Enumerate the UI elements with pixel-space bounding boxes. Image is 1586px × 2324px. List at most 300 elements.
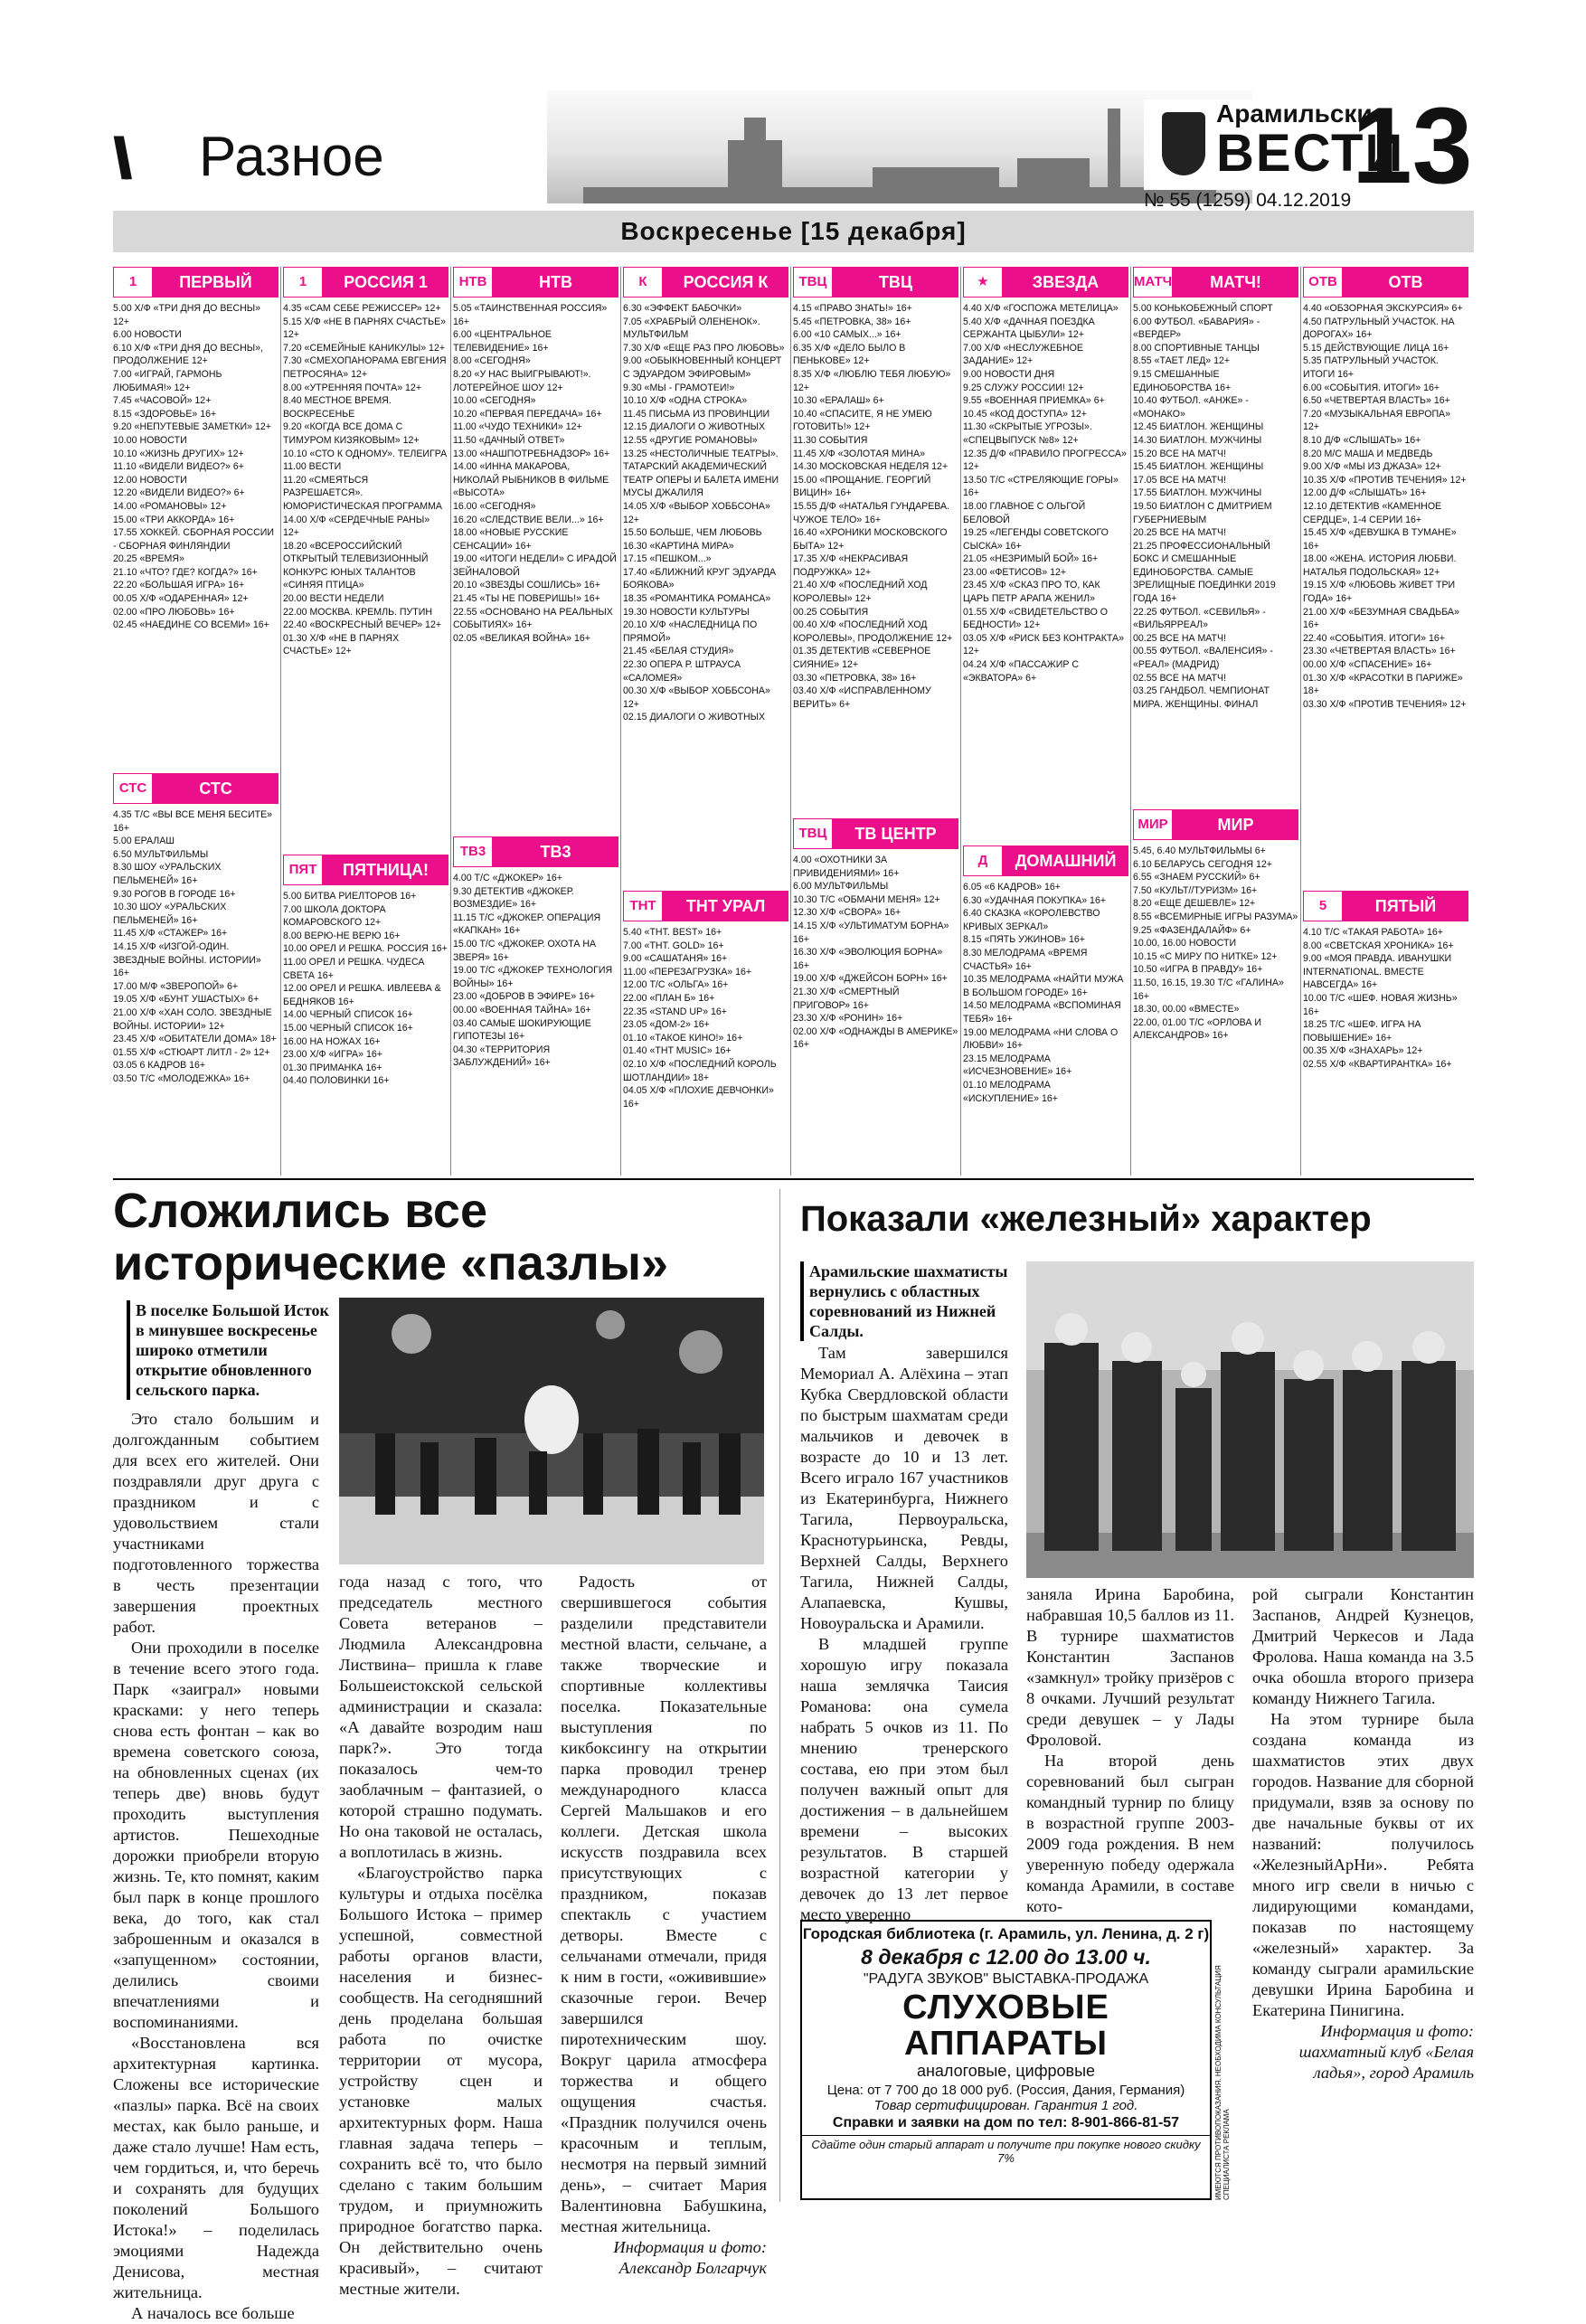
program-entry: 10.40 «СПАСИТЕ, Я НЕ УМЕЮ ГОТОВИТЬ!» 12+ [793, 408, 932, 433]
tv-channel-block [1303, 267, 1468, 711]
program-entry: 4.40 Х/Ф «ГОСПОЖА МЕТЕЛИЦА» [963, 303, 1119, 314]
channel-header [1133, 809, 1298, 840]
column-rule [620, 267, 621, 1176]
channel-logo-icon: ТВЦ [793, 267, 833, 298]
channel-name: СТС [199, 779, 232, 798]
program-entry: 6.00 НОВОСТИ [113, 329, 182, 341]
program-entry: 18.35 «РОМАНТИКА РОМАНСА» [623, 593, 771, 605]
program-entry: 22.40 «ВОСКРЕСНЫЙ ВЕЧЕР» 12+ [283, 619, 442, 631]
program-entry: 23.30 Х/Ф «РОНИН» 16+ [793, 1013, 903, 1025]
program-entry: 20.25 «ВРЕМЯ» [113, 553, 184, 565]
program-entry: 10.00 «СЕГОДНЯ» [453, 395, 536, 407]
program-entry: 8.20 «У НАС ВЫИГРЫВАЮТ!». ЛОТЕРЕЙНОЕ ШОУ 12+ [453, 368, 591, 393]
channel-header [793, 818, 958, 849]
article1-title: Сложились все исторические «пазлы» [113, 1184, 669, 1290]
program-entry: 11.15 Т/С «ДЖОКЕР. ОПЕРАЦИЯ «КАПКАН» 16+ [453, 912, 601, 937]
program-entry: 19.00 Т/С «ДЖОКЕР ТЕХНОЛОГИЯ ВОЙНЫ» 16+ [453, 965, 613, 989]
program-entry: 19.30 НОВОСТИ КУЛЬТУРЫ [623, 606, 750, 618]
program-entry: 15.50 БОЛЬШЕ, ЧЕМ ЛЮБОВЬ [623, 527, 762, 539]
program-entry: 8.30 МЕЛОДРАМА «ВРЕМЯ СЧАСТЬЯ» 16+ [963, 947, 1088, 972]
tv-channel-block [623, 891, 788, 1110]
program-entry: 15.45 Х/Ф «ДЕВУШКА В ТУМАНЕ» 16+ [1303, 527, 1457, 552]
program-entry: 11.00 «ПЕРЕЗАГРУЗКА» 16+ [623, 966, 752, 978]
program-entry: 01.30 Х/Ф «КРАСОТКИ В ПАРИЖЕ» 18+ [1303, 672, 1463, 697]
channel-name: МИР [1217, 815, 1254, 834]
program-entry: 04.05 Х/Ф «ПЛОХИЕ ДЕВЧОНКИ» 16+ [623, 1085, 774, 1110]
program-entry: 18.30, 00.00 «ВМЕСТЕ» [1133, 1004, 1240, 1016]
page-header [113, 85, 1474, 217]
program-entry: 12.45 БИАТЛОН. ЖЕНЩИНЫ [1133, 421, 1264, 433]
channel-header [1303, 891, 1468, 921]
program-entry: 13.50 Т/С «СТРЕЛЯЮЩИЕ ГОРЫ» 16+ [963, 474, 1119, 499]
program-entry: 18.20 «ВСЕРОССИЙСКИЙ ОТКРЫТЫЙ ТЕЛЕВИЗИОННЫЙ КОНКУРС ЮНЫХ ТАЛАНТОВ «СИНЯЯ ПТИЦА» [283, 540, 429, 591]
program-entry: 6.00 «СОБЫТИЯ. ИТОГИ» 16+ [1303, 382, 1440, 393]
article1-photo [339, 1298, 764, 1564]
program-entry: 6.50 «ЧЕТВЕРТАЯ ВЛАСТЬ» 16+ [1303, 395, 1450, 407]
article2-column2 [1026, 1584, 1234, 1917]
channel-header [453, 267, 618, 298]
program-entry: 21.00 Х/Ф «ХАН СОЛО. ЗВЕЗДНЫЕ ВОЙНЫ. ИСТОРИИ» 12+ [113, 1006, 272, 1032]
program-entry: 15.45 БИАТЛОН. ЖЕНЩИНЫ [1133, 461, 1264, 473]
channel-name: ДОМАШНИЙ [1015, 851, 1117, 870]
ad-brand: "РАДУГА ЗВУКОВ" ВЫСТАВКА-ПРОДАЖА [863, 1971, 1149, 1987]
program-entry: 7.00 «ИГРАЙ, ГАРМОНЬ ЛЮБИМАЯ!» 12+ [113, 368, 222, 393]
column-rule [960, 267, 961, 1176]
program-entry: 7.30 Х/Ф «ЕЩЕ РАЗ ПРО ЛЮБОВЬ» [623, 342, 785, 354]
ad-phone: Справки и заявки на дом по тел: 8-901-866-81-57 [832, 2115, 1180, 2130]
program-entry: 8.15 «ПЯТЬ УЖИНОВ» 16+ [963, 934, 1085, 946]
program-entry: 7.00 Х/Ф «НЕСЛУЖЕБНОЕ ЗАДАНИЕ» 12+ [963, 342, 1083, 367]
program-entry: 10.00 ОРЕЛ И РЕШКА. РОССИЯ 16+ [283, 943, 448, 955]
ad-library: Городская библиотека (г. Арамиль, ул. Ленина, д. 2 г) [802, 1925, 1210, 1942]
program-entry: 11.20 «СМЕЯТЬСЯ РАЗРЕШАЕТСЯ». ЮМОРИСТИЧЕСКАЯ ПРОГРАММА [283, 474, 443, 512]
program-entry: 6.00 «10 САМЫХ...» 16+ [793, 329, 902, 341]
program-entry: 11.00 ОРЕЛ И РЕШКА. ЧУДЕСА СВЕТА 16+ [283, 956, 425, 981]
program-entry: 8.00 ВЕРЮ-НЕ ВЕРЮ 16+ [283, 930, 401, 941]
program-entry: 9.00 Х/Ф «МЫ ИЗ ДЖАЗА» 12+ [1303, 461, 1441, 473]
program-entry: 20.10 Х/Ф «НАСЛЕДНИЦА ПО ПРЯМОЙ» [623, 619, 758, 644]
channel-name: ОТВ [1388, 272, 1423, 291]
program-entry: 19.00 «ИТОГИ НЕДЕЛИ» С ИРАДОЙ ЗЕЙНАЛОВОЙ [453, 553, 617, 578]
program-entry: 4.10 Т/С «ТАКАЯ РАБОТА» 16+ [1303, 927, 1443, 938]
program-entry: 4.00 Т/С «ДЖОКЕР» 16+ [453, 873, 562, 883]
channel-logo-icon: ПЯТ [283, 855, 323, 885]
program-entry: 9.00 «ОБЫКНОВЕННЫЙ КОНЦЕРТ С ЭДУАРДОМ ЭФИРОВЫМ» [623, 355, 782, 380]
program-entry: 04.30 «ТЕРРИТОРИЯ ЗАБЛУЖДЕНИЙ» 16+ [453, 1044, 551, 1069]
program-entry: 6.50 МУЛЬТФИЛЬМЫ [113, 848, 209, 860]
program-entry: 23.00 «ДОБРОВ В ЭФИРЕ» 16+ [453, 991, 596, 1003]
program-entry: 14.50 МЕЛОДРАМА «ВСПОМИНАЯ ТЕБЯ» 16+ [963, 1000, 1121, 1025]
program-entry: 6.30 «ЭФФЕКТ БАБОЧКИ» [623, 303, 742, 314]
program-entry: 8.00 «СЕГОДНЯ» [453, 355, 531, 367]
channel-logo-icon: ТНТ [623, 891, 663, 921]
program-entry: 01.55 Х/Ф «СТЮАРТ ЛИТЛ - 2» 12+ [113, 1046, 270, 1058]
paragraph: В младшей группе хорошую игру показала наша землячка Таисия Романова: она сумела набрать 5 очков из 11. По мнению тренерского состава, ею при этом был получен важный опыт для достижения – в дальнейшем времени – высоких результатов. В старшей возрастной категории у девочек до 13 лет первое место уверенно [800, 1635, 1008, 1923]
program-entry: 10.00 Т/С «ШЕФ. НОВАЯ ЖИЗНЬ» 16+ [1303, 992, 1458, 1017]
program-entry: 23.00 «ФЕТИСОВ» 12+ [963, 566, 1067, 578]
photo-credit-label: Информация и фото: [613, 2238, 767, 2256]
tv-channel-block [793, 267, 958, 711]
paragraph: заняла Ирина Баробина, набравшая 10,5 баллов из 11. В турнире шахматистов Константин Заспанов «замкнул» тройку призёров с 8 очками. Лучший результат среди девушек – у Лады Фроловой. [1026, 1585, 1234, 1749]
program-entry: 21.10 «ЧТО? ГДЕ? КОГДА?» 16+ [113, 566, 258, 578]
program-entry: 15.00 «ПРОЩАНИЕ. ГЕОРГИЙ ВИЦИН» 16+ [793, 474, 931, 499]
program-entry: 6.00 «ЦЕНТРАЛЬНОЕ ТЕЛЕВИДЕНИЕ» 16+ [453, 329, 552, 354]
program-entry: 6.10 Х/Ф «ТРИ ДНЯ ДО ВЕСНЫ», ПРОДОЛЖЕНИЕ 12+ [113, 342, 263, 367]
channel-name: ПЕРВЫЙ [179, 272, 252, 291]
program-entry: 6.00 МУЛЬТФИЛЬМЫ [793, 881, 889, 893]
program-entry: 02.10 Х/Ф «ПОСЛЕДНИЙ КОРОЛЬ ШОТЛАНДИИ» 18+ [623, 1058, 777, 1083]
program-entry: 15.20 ВСЕ НА МАТЧ! [1133, 448, 1227, 459]
channel-header [963, 846, 1128, 876]
program-entry: 16.00 «СЕГОДНЯ» [453, 500, 536, 512]
photo-credit-author: Александр Болгарчук [618, 2259, 767, 2277]
program-entry: 8.15 «ЗДОРОВЬЕ» 16+ [113, 408, 217, 420]
program-entry: 19.25 «ЛЕГЕНДЫ СОВЕТСКОГО СЫСКА» 16+ [963, 527, 1109, 552]
channel-header [453, 836, 618, 867]
tv-channel-block [113, 267, 278, 632]
program-entry: 17.35 Х/Ф «НЕКРАСИВАЯ ПОДРУЖКА» 12+ [793, 553, 909, 578]
program-entry: 5.00 ЕРАЛАШ [113, 836, 175, 847]
channel-logo-icon: 1 [113, 267, 153, 298]
program-entry: 5.40 Х/Ф «ДАЧНАЯ ПОЕЗДКА СЕРЖАНТА ЦЫБУЛИ» 12+ [963, 316, 1095, 341]
channel-name: ПЯТНИЦА! [343, 860, 429, 879]
channel-header [283, 267, 448, 298]
program-entry: 9.25 СЛУЖУ РОССИИ! 12+ [963, 382, 1084, 393]
program-entry: 5.15 Х/Ф «НЕ В ПАРНЯХ СЧАСТЬЕ» 12+ [283, 316, 447, 341]
program-entry: 11.00 «ЧУДО ТЕХНИКИ» 12+ [453, 421, 582, 433]
page-number: 13 [1352, 85, 1473, 206]
paragraph: Они проходили в поселке в течение всего этого года. Парк «заиграл» новыми красками: у него теперь снова есть фонтан – как во времена советского союза, на обновленных сценах (их теперь две) вновь будут проходить выступления артистов. Пешеходные дорожки приобрели вторую жизнь. Те, кто помнят, каким был парк в конце прошлого века, до того, как стал заброшенным и оказался в «запущенном» состоянии, делились своими впечатлениями и воспоминаниями. [113, 1639, 319, 2031]
article2-photo [1026, 1261, 1474, 1578]
ad-subtitle: аналоговые, цифровые [916, 2062, 1096, 2080]
column-rule [790, 267, 791, 1176]
program-entry: 01.35 ДЕТЕКТИВ «СЕВЕРНОЕ СИЯНИЕ» 12+ [793, 646, 931, 671]
paragraph: Радость от свершившегося события разделили представители местной власти, сельчане, а также творческие и спортивные коллективы поселка. Показательные выступления по кикбоксингу на открытии парка проводил тренер международного класса Сергей Мальшаков и его коллеги. Детская школа искусств поздравила всех присутствующих с праздником, показав спектакль с участием детворы. Вместе с сельчанами отмечали, придя к ним в гости, «оживившие» сказочные герои. Вечер завершился пиротехническим шоу. Вокруг царила атмосфера торжества и общего ощущения счастья. «Праздник получился очень красочным и теплым, несмотря на первый зимний день», – считает Мария Валентиновна Бабушкина, местная жительница. [561, 1573, 767, 2235]
program-entry: 4.35 «САМ СЕБЕ РЕЖИССЕР» 12+ [283, 303, 441, 314]
channel-header [963, 267, 1128, 298]
program-entry: 10.00 НОВОСТИ [113, 434, 187, 446]
program-entry: 00.25 СОБЫТИЯ [793, 606, 869, 618]
program-entry: 02.15 ДИАЛОГИ О ЖИВОТНЫХ [623, 712, 766, 723]
article2-lead: Арамильские шахматисты вернулись с областных соревнований из Нижней Салды. [800, 1261, 1017, 1341]
channel-name: ТНТ УРАЛ [685, 896, 766, 915]
article1-column3 [561, 1572, 767, 2279]
program-entry: 00.05 Х/Ф «ОДАРЕННАЯ» 12+ [113, 593, 249, 605]
channel-name: ТВ ЦЕНТР [854, 824, 937, 843]
section-slash-icon: \\ [113, 126, 120, 191]
program-entry: 10.20 «ПЕРВАЯ ПЕРЕДАЧА» 16+ [453, 408, 602, 420]
program-entry: 17.55 ХОККЕЙ. СБОРНАЯ РОССИИ - СБОРНАЯ ФИНЛЯНДИИ [113, 527, 275, 552]
program-entry: 9.20 «НЕПУТЕВЫЕ ЗАМЕТКИ» 12+ [113, 421, 271, 433]
park-celebration-photo [339, 1298, 764, 1564]
article1-lead: В поселке Большой Исток в минувшее воскресенье широко отметили открытие обновленного сельского парка. [127, 1300, 339, 1400]
program-entry: 22.40 «СОБЫТИЯ. ИТОГИ» 16+ [1303, 632, 1445, 644]
column-rule [450, 267, 451, 1176]
program-entry: 14.30 БИАТЛОН. МУЖЧИНЫ [1133, 434, 1262, 446]
program-entry: 00.55 ФУТБОЛ. «ВАЛЕНСИЯ» - «РЕАЛ» (МАДРИД) [1133, 646, 1273, 671]
program-entry: 5.15 ДЕЙСТВУЮЩИЕ ЛИЦА 16+ [1303, 342, 1449, 354]
program-entry: 11.45 Х/Ф «СТАЖЕР» 16+ [113, 928, 228, 940]
program-entry: 8.20 М/С МАША И МЕДВЕДЬ [1303, 448, 1433, 459]
article1-column1 [113, 1409, 319, 2324]
program-entry: 11.30 СОБЫТИЯ [793, 434, 868, 446]
program-entry: 11.45 ПИСЬМА ИЗ ПРОВИНЦИИ [623, 408, 770, 420]
program-entry: 7.05 «ХРАБРЫЙ ОЛЕНЕНОК». МУЛЬТФИЛЬМ [623, 316, 760, 341]
channel-name: РОССИЯ К [683, 272, 769, 291]
program-entry: 12.00 ОРЕЛ И РЕШКА. ИВЛЕЕВА & БЕДНЯКОВ 16+ [283, 983, 441, 1007]
program-entry: 02.55 Х/Ф «КВАРТИРАНТКА» 16+ [1303, 1058, 1452, 1070]
program-entry: 6.40 СКАЗКА «КОРОЛЕВСТВО КРИВЫХ ЗЕРКАЛ» [963, 908, 1100, 932]
program-entry: 8.40 МЕСТНОЕ ВРЕМЯ. ВОСКРЕСЕНЬЕ [283, 395, 392, 420]
program-entry: 00.35 Х/Ф «ЗНАХАРЬ» 12+ [1303, 1045, 1423, 1057]
program-entry: 11.30 «СКРЫТЫЕ УГРОЗЫ». «СПЕЦВЫПУСК №8» 12+ [963, 421, 1092, 446]
program-entry: 4.50 ПАТРУЛЬНЫЙ УЧАСТОК. НА ДОРОГАХ» 16+ [1303, 316, 1455, 341]
program-entry: 10.10 Х/Ф «ОДНА СТРОКА» [623, 395, 748, 407]
program-entry: 5.05 «ТАИНСТВЕННАЯ РОССИЯ» 16+ [453, 303, 608, 327]
program-entry: 20.10 «ЗВЕЗДЫ СОШЛИСЬ» 16+ [453, 580, 600, 591]
program-entry: 04.40 ПОЛОВИНКИ 16+ [283, 1075, 390, 1087]
program-entry: 14.30 МОСКОВСКАЯ НЕДЕЛЯ 12+ [793, 461, 949, 473]
program-entry: 11.10 «ВИДЕЛИ ВИДЕО?» 6+ [113, 461, 244, 473]
channel-name: МАТЧ! [1210, 272, 1261, 291]
program-entry: 02.45 «НАЕДИНЕ СО ВСЕМИ» 16+ [113, 619, 269, 631]
program-entry: 17.15 «ПЕШКОМ...» [623, 553, 712, 565]
channel-header [623, 891, 788, 921]
program-entry: 22.35 «STAND UP» 16+ [623, 1006, 727, 1017]
tv-channel-block [1303, 891, 1468, 1072]
program-entry: 5.45, 6.40 МУЛЬТФИЛЬМЫ 6+ [1133, 846, 1266, 856]
program-entry: 01.10 «ТАКОЕ КИНО!» 16+ [623, 1032, 743, 1044]
program-entry: 9.55 «ВОЕННАЯ ПРИЕМКА» 6+ [963, 395, 1105, 407]
program-entry: 14.05 Х/Ф «ВЫБОР ХОББСОНА» 12+ [623, 500, 770, 525]
program-entry: 15.00 «ТРИ АККОРДА» 16+ [113, 514, 235, 525]
program-entry: 22.25 ФУТБОЛ. «СЕВИЛЬЯ» - «ВИЛЬЯРРЕАЛ» [1133, 606, 1266, 631]
program-entry: 13.00 «НАШПОТРЕБНАДЗОР» 16+ [453, 448, 610, 459]
paragraph: А началось все больше [131, 2304, 295, 2322]
program-entry: 4.15 «ПРАВО ЗНАТЬ!» 16+ [793, 303, 912, 314]
channel-logo-icon: НТВ [453, 267, 493, 298]
paragraph: рой сыграли Константин Заспанов, Андрей Кузнецов, Дмитрий Черкесов и Лада Фролова. Наша команда на 3.5 очка обошла второго призера команду Нижнего Тагила. [1252, 1585, 1474, 1707]
program-entry: 12.10 ДЕТЕКТИВ «КАМЕННОЕ СЕРДЦЕ», 1-4 СЕРИИ 16+ [1303, 500, 1442, 525]
program-entry: 17.00 М/Ф «ЗВЕРОПОЙ» 6+ [113, 980, 239, 992]
photo-credit-author: шахматный клуб «Белая ладья», город Арамиль [1298, 2043, 1474, 2082]
program-entry: 9.30 РОГОВ В ГОРОДЕ 16+ [113, 888, 236, 900]
program-entry: 02.05 «ВЕЛИКАЯ ВОЙНА» 16+ [453, 632, 590, 644]
program-entry: 02.00 Х/Ф «ОДНАЖДЫ В АМЕРИКЕ» 16+ [793, 1025, 958, 1051]
program-entry: 23.00 Х/Ф «ИГРА» 16+ [283, 1049, 382, 1061]
program-entry: 03.25 ГАНДБОЛ. ЧЕМПИОНАТ МИРА. ЖЕНЩИНЫ. ФИНАЛ [1133, 685, 1270, 710]
program-entry: 5.35 ПАТРУЛЬНЫЙ УЧАСТОК. ИТОГИ 16+ [1303, 355, 1439, 380]
program-entry: 02.55 ВСЕ НА МАТЧ! [1133, 672, 1227, 684]
program-entry: 02.00 «ПРО ЛЮБОВЬ» 16+ [113, 606, 235, 618]
paragraph: «Восстановлена вся архитектурная картинка. Сложены все исторические «пазлы» парка. Всё на своих местах, как было раньше, и даже стало лучше! Нам есть, чем гордиться, и, что беречь и сохранять для будущих поколений Большого Истока!» – поделилась эмоциями Надежда Денисова, местная жительница. [113, 2034, 319, 2301]
ad-disclaimer: ИМЕЮТСЯ ПРОТИВОПОКАЗАНИЯ. НЕОБХОДИМА КОНСУЛЬТАЦИЯ СПЕЦИАЛИСТА РЕКЛАМА [1214, 1965, 1231, 2200]
program-entry: 12.20 «ВИДЕЛИ ВИДЕО?» 6+ [113, 487, 245, 499]
tv-channel-block [963, 846, 1128, 1105]
paragraph: На этом турнире была создана команда из шахматистов этих двух городов. Название для сборной придумали, взяв за основу по две начальные буквы от их названий: получилось «ЖелезныйАрНи». Ребята много игр свели в ничью с лидирующими командами, показав по настоящему «железный» характер. За команду сыграли арамильские девушки Ирина Баробина и Екатерина Пинигина. [1252, 1710, 1474, 2019]
program-entry: 8.55 «ВСЕМИРНЫЕ ИГРЫ РАЗУМА» [1133, 911, 1298, 922]
program-entry: 7.50 «КУЛЬТ//ТУРИЗМ» 16+ [1133, 884, 1258, 896]
program-entry: 19.50 БИАТЛОН С ДМИТРИЕМ ГУБЕРНИЕВЫМ [1133, 500, 1272, 525]
ad-warranty: Товар сертифицирован. Гарантия 1 год. [873, 2098, 1138, 2113]
program-entry: 5.45 «ПЕТРОВКА, 38» 16+ [793, 316, 911, 327]
program-entry: 22.00 «ПЛАН Б» 16+ [623, 992, 715, 1004]
photo-credit-label: Информация и фото: [1320, 2022, 1474, 2040]
program-entry: 23.30 «ЧЕТВЕРТАЯ ВЛАСТЬ» 16+ [1303, 646, 1456, 657]
section-divider [113, 1178, 1474, 1180]
tv-channel-block [1133, 809, 1298, 1043]
program-entry: 9.00 НОВОСТИ ДНЯ [963, 368, 1055, 380]
program-entry: 9.30 «МЫ - ГРАМОТЕИ!» [623, 382, 735, 393]
program-entry: 10.40 ФУТБОЛ. «АНЖЕ» - «МОНАКО» [1133, 395, 1249, 420]
program-entry: 00.25 ВСЕ НА МАТЧ! [1133, 632, 1227, 644]
program-entry: 8.00 «УТРЕННЯЯ ПОЧТА» 12+ [283, 382, 422, 393]
ad-headline: СЛУХОВЫЕ АППАРАТЫ [902, 1989, 1109, 2063]
article2-title: Показали «железный» характер [800, 1199, 1372, 1239]
program-entry: 19.15 Х/Ф «ЛЮБОВЬ ЖИВЕТ ТРИ ГОДА» 16+ [1303, 580, 1456, 605]
paragraph: года назад с того, что председатель местного Совета ветеранов – Людмила Александровна Листвина– пришла к главе Большеистокской сельской администрации и сказала: «А давайте возродим наш парк?». Это тогда показалось чем-то заоблачным – фантазией, о которой страшно подумать. Но она таковой не осталась, а воплотилась в жизнь. [339, 1573, 543, 1861]
program-entry: 14.00 «ИННА МАКАРОВА, НИКОЛАЙ РЫБНИКОВ В ФИЛЬМЕ «ВЫСОТА» [453, 461, 609, 499]
program-entry: 11.50, 16.15, 19.30 Т/С «ГАЛИНА» 16+ [1133, 977, 1284, 1002]
program-entry: 8.10 Д/Ф «СЛЫШАТЬ» 16+ [1303, 434, 1421, 446]
program-entry: 17.55 БИАТЛОН. МУЖЧИНЫ [1133, 487, 1262, 499]
program-entry: 4.40 «ОБЗОРНАЯ ЭКСКУРСИЯ» 6+ [1303, 303, 1463, 314]
program-entry: 7.30 «СМЕХОПАНОРАМА ЕВГЕНИЯ ПЕТРОСЯНА» 12+ [283, 355, 447, 380]
program-entry: 7.00 «ТНТ. GOLD» 16+ [623, 940, 724, 951]
channel-header [1133, 267, 1298, 298]
program-entry: 18.00 «НОВЫЕ РУССКИЕ СЕНСАЦИИ» 16+ [453, 527, 569, 552]
channel-logo-icon: ТВ3 [453, 836, 493, 867]
paragraph: На второй день соревнований был сыгран командный турнир по блицу в возрастной группе 2003-2009 года рождения. В нем уверенную победу одержала команда Арамили, в составе кото- [1026, 1752, 1234, 1915]
logo-line2: ВЕСТИ [1216, 124, 1405, 183]
program-entry: 14.00 ЧЕРНЫЙ СПИСОК 16+ [283, 1009, 413, 1021]
program-entry: 16.30 Х/Ф «ЭВОЛЮЦИЯ БОРНА» 16+ [793, 947, 943, 971]
hearing-aid-advertisement [800, 1920, 1212, 2200]
program-entry: 04.24 Х/Ф «ПАССАЖИР С «ЭКВАТОРА» 6+ [963, 659, 1079, 684]
tv-channel-block [623, 267, 788, 724]
tv-channel-block [793, 818, 958, 1052]
program-entry: 10.35 Х/Ф «ПРОТИВ ТЕЧЕНИЯ» 12+ [1303, 474, 1467, 486]
program-entry: 6.35 Х/Ф «ДЕЛО БЫЛО В ПЕНЬКОВЕ» 12+ [793, 342, 906, 367]
program-entry: 16.20 «СЛЕДСТВИЕ ВЕЛИ...» 16+ [453, 514, 604, 525]
program-entry: 15.00 ЧЕРНЫЙ СПИСОК 16+ [283, 1022, 413, 1034]
tv-channel-block [283, 267, 448, 658]
program-entry: 18.00 «ЖЕНА. ИСТОРИЯ ЛЮБВИ. НАТАЛЬЯ ПОДОЛЬСКАЯ» 12+ [1303, 553, 1457, 578]
program-entry: 19.00 Х/Ф «ДЖЕЙСОН БОРН» 16+ [793, 973, 948, 985]
article2-column1 [800, 1343, 1008, 1925]
program-entry: 23.05 «ДОМ-2» 16+ [623, 1019, 710, 1031]
program-entry: 12.35 Д/Ф «ПРАВИЛО ПРОГРЕССА» 12+ [963, 448, 1127, 473]
program-entry: 10.30 «ЕРАЛАШ» 6+ [793, 395, 884, 407]
channel-header [283, 855, 448, 885]
program-entry: 15.55 Д/Ф «НАТАЛЬЯ ГУНДАРЕВА. ЧУЖОЕ ТЕЛО» 16+ [793, 500, 950, 525]
program-entry: 23.45 Х/Ф «СКАЗ ПРО ТО, КАК ЦАРЬ ПЕТР АРАПА ЖЕНИЛ» [963, 580, 1100, 605]
program-entry: 00.30 Х/Ф «ВЫБОР ХОББСОНА» 12+ [623, 685, 770, 710]
channel-name: ТВ3 [540, 842, 571, 861]
program-entry: 21.05 «НЕЗРИМЫЙ БОЙ» 16+ [963, 553, 1099, 565]
program-entry: 5.00 КОНЬКОБЕЖНЫЙ СПОРТ [1133, 303, 1273, 314]
coat-of-arms-icon [1162, 112, 1205, 175]
program-entry: 22.00 МОСКВА. КРЕМЛЬ. ПУТИН [283, 606, 433, 618]
channel-logo-icon: МАТЧ [1133, 267, 1173, 298]
program-entry: 20.00 ВЕСТИ НЕДЕЛИ [283, 593, 384, 605]
program-entry: 9.25 «ФАЗЕНДАЛАЙФ» 6+ [1133, 924, 1251, 936]
channel-header [113, 773, 278, 804]
program-entry: 01.55 Х/Ф «СВИДЕТЕЛЬСТВО О БЕДНОСТИ» 12+ [963, 606, 1109, 631]
program-entry: 03.05 6 КАДРОВ 16+ [113, 1060, 206, 1072]
program-entry: 9.00 «САШАТАНЯ» 16+ [623, 953, 728, 965]
channel-logo-icon: ТВЦ [793, 818, 833, 849]
program-entry: 21.00 Х/Ф «БЕЗУМНАЯ СВАДЬБА» 16+ [1303, 606, 1459, 631]
program-entry: 03.30 «ПЕТРОВКА, 38» 16+ [793, 672, 917, 684]
program-entry: 8.35 Х/Ф «ЛЮБЛЮ ТЕБЯ ЛЮБУЮ» 12+ [793, 368, 951, 393]
program-entry: 8.30 ШОУ «УРАЛЬСКИХ ПЕЛЬМЕНЕЙ» 16+ [113, 862, 222, 886]
program-entry: 10.30 ШОУ «УРАЛЬСКИХ ПЕЛЬМЕНЕЙ» 16+ [113, 902, 227, 926]
program-entry: 01.10 МЕЛОДРАМА «ИСКУПЛЕНИЕ» 16+ [963, 1079, 1058, 1104]
program-entry: 10.45 «КОД ДОСТУПА» 12+ [963, 408, 1087, 420]
channel-logo-icon: МИР [1133, 809, 1173, 840]
program-entry: 15.00 Т/С «ДЖОКЕР. ОХОТА НА ЗВЕРЯ» 16+ [453, 938, 597, 963]
tv-channel-block [963, 267, 1128, 685]
channel-logo-icon: Д [963, 846, 1003, 876]
paragraph: Это стало большим и долгожданным событием для всех его жителей. Они поздравляли друг друга с праздником и с удовольствием стали участниками подготовленного торжества в честь презентации завершения проектных работ. [113, 1410, 319, 1636]
program-entry: 17.40 «БЛИЖНИЙ КРУГ ЭДУАРДА БОЯКОВА» [623, 566, 777, 591]
channel-header [623, 267, 788, 298]
channel-name: ТВЦ [878, 272, 913, 291]
program-entry: 00.00 Х/Ф «СПАСЕНИЕ» 16+ [1303, 659, 1432, 671]
program-entry: 11.50 «ДАЧНЫЙ ОТВЕТ» [453, 434, 565, 446]
tv-channel-block [283, 855, 448, 1088]
program-entry: 22.55 «ОСНОВАНО НА РЕАЛЬНЫХ СОБЫТИЯХ» 16+ [453, 606, 613, 631]
program-entry: 03.30 Х/Ф «ПРОТИВ ТЕЧЕНИЯ» 12+ [1303, 698, 1467, 710]
channel-logo-icon: СТС [113, 773, 153, 804]
day-bar: Воскресенье [15 декабря] [113, 211, 1474, 252]
program-entry: 12.00 НОВОСТИ [113, 474, 187, 486]
program-entry: 4.00 «ОХОТНИКИ ЗА ПРИВИДЕНИЯМИ» 16+ [793, 855, 900, 879]
program-entry: 22.00, 01.00 Т/С «ОРЛОВА И АЛЕКСАНДРОВ» 16+ [1133, 1016, 1261, 1042]
program-entry: 00.40 Х/Ф «ПОСЛЕДНИЙ ХОД КОРОЛЕВЫ», ПРОДОЛЖЕНИЕ 12+ [793, 619, 953, 644]
article1-column2 [339, 1572, 543, 2300]
program-entry: 14.15 Х/Ф «УЛЬТИМАТУМ БОРНА» 16+ [793, 920, 949, 945]
article2-column3 [1252, 1584, 1474, 2083]
chess-team-photo [1026, 1261, 1474, 1578]
program-entry: 16.00 НА НОЖАХ 16+ [283, 1035, 381, 1047]
channel-name: НТВ [539, 272, 572, 291]
program-entry: 5.40 «ТНТ. BEST» 16+ [623, 927, 722, 938]
channel-logo-icon: 1 [283, 267, 323, 298]
program-entry: 03.40 САМЫЕ ШОКИРУЮЩИЕ ГИПОТЕЗЫ 16+ [453, 1017, 591, 1043]
program-entry: 7.00 ШКОЛА ДОКТОРА КОМАРОВСКОГО 12+ [283, 903, 386, 929]
program-entry: 21.45 «ТЫ НЕ ПОВЕРИШЬ!» 16+ [453, 593, 600, 605]
tv-channel-block [1133, 267, 1298, 711]
program-entry: 7.20 «МУЗЫКАЛЬНАЯ ЕВРОПА» 12+ [1303, 408, 1451, 433]
program-entry: 10.35 МЕЛОДРАМА «НАЙТИ МУЖА В БОЛЬШОМ ГОРОДЕ» 16+ [963, 974, 1124, 998]
channel-logo-icon: 5 [1303, 891, 1343, 921]
program-entry: 22.30 ОПЕРА Р. ШТРАУСА «САЛОМЕЯ» [623, 659, 741, 684]
program-entry: 12.15 ДИАЛОГИ О ЖИВОТНЫХ [623, 421, 766, 433]
program-entry: 10.10 «ЖИЗНЬ ДРУГИХ» 12+ [113, 448, 244, 459]
program-entry: 14.15 Х/Ф «ИЗГОЙ-ОДИН. ЗВЕЗДНЫЕ ВОЙНЫ. ИСТОРИИ» 16+ [113, 940, 261, 979]
program-entry: 12.00 Т/С «ОЛЬГА» 16+ [623, 979, 729, 991]
program-entry: 14.00 «РОМАНОВЫ» 12+ [113, 500, 227, 512]
program-entry: 23.15 МЕЛОДРАМА «ИСЧЕЗНОВЕНИЕ» 16+ [963, 1053, 1072, 1078]
program-entry: 12.55 «ДРУГИЕ РОМАНОВЫ» [623, 434, 758, 446]
program-entry: 01.30 ПРИМАНКА 16+ [283, 1062, 382, 1073]
program-entry: 14.00 Х/Ф «СЕРДЕЧНЫЕ РАНЫ» 12+ [283, 514, 430, 539]
program-entry: 10.00, 16.00 НОВОСТИ [1133, 938, 1237, 949]
program-entry: 18.25 Т/С «ШЕФ. ИГРА НА ПОВЫШЕНИЕ» 16+ [1303, 1019, 1421, 1044]
issue-number: № 55 (1259) 04.12.2019 [1144, 190, 1352, 211]
